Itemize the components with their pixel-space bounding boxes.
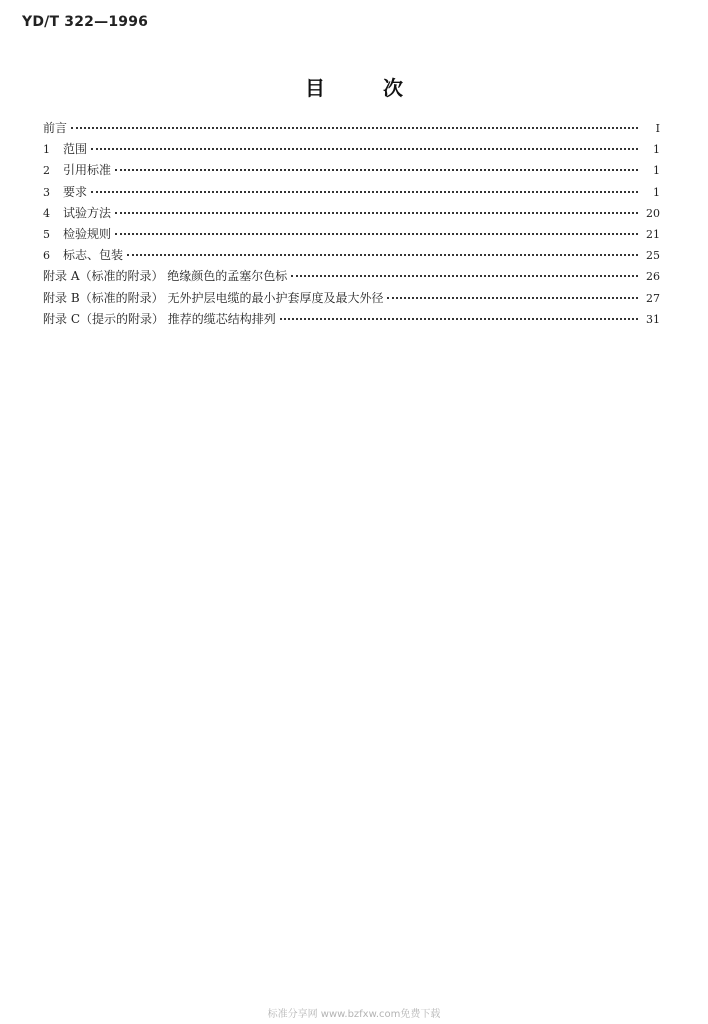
toc-entry-label: 附录 C（提示的附录） 推荐的缆芯结构排列: [43, 311, 276, 326]
toc-entry-page: 31: [646, 312, 660, 326]
toc-entry-label: 引用标准: [63, 163, 112, 178]
toc-leader-dots: [387, 297, 638, 299]
toc-entry-number: 2: [43, 164, 50, 178]
toc-entry-page: 26: [646, 270, 660, 284]
toc-entry-number: 5: [43, 227, 50, 241]
toc-entry-label: 附录 A（标准的附录） 绝缘颜色的孟塞尔色标: [43, 269, 288, 284]
toc-entry-test-methods[interactable]: [43, 203, 660, 224]
toc-entry-number: 3: [43, 185, 50, 199]
toc-entry-appendix-a[interactable]: [43, 266, 660, 287]
table-of-contents: [43, 118, 660, 330]
toc-entry-label: 范围: [63, 142, 88, 157]
toc-entry-label: 试验方法: [63, 205, 112, 220]
toc-leader-dots: [115, 212, 638, 214]
toc-entry-page: 25: [646, 249, 660, 263]
toc-entry-number: 4: [43, 206, 50, 220]
toc-entry-references[interactable]: [43, 160, 660, 181]
toc-entry-page: Ⅰ: [655, 122, 660, 135]
toc-entry-appendix-b[interactable]: [43, 288, 660, 309]
document-code: YD/T 322—1996: [22, 14, 149, 30]
toc-entry-page: 1: [653, 164, 660, 178]
toc-leader-dots: [127, 254, 638, 256]
toc-leader-dots: [291, 275, 638, 277]
toc-entry-appendix-c[interactable]: [43, 309, 660, 330]
toc-entry-marking-packaging[interactable]: [43, 245, 660, 266]
toc-entry-label: 要求: [63, 184, 88, 199]
toc-leader-dots: [115, 169, 638, 171]
toc-entry-page: 20: [646, 206, 660, 220]
toc-entry-page: 21: [646, 227, 660, 241]
toc-entry-number: 1: [43, 143, 50, 157]
toc-entry-inspection-rules[interactable]: [43, 224, 660, 245]
toc-entry-number: 6: [43, 249, 50, 263]
toc-entry-page: 27: [646, 291, 660, 305]
toc-entry-label: 前言: [43, 121, 68, 135]
page-title: 目次: [305, 76, 461, 100]
toc-entry-page: 1: [653, 185, 660, 199]
toc-entry-label: 标志、包装: [63, 248, 124, 263]
watermark-text: 标准分享网 www.bzfxw.com免费下载: [267, 1009, 441, 1020]
toc-entry-page: 1: [653, 143, 660, 157]
toc-entry-requirements[interactable]: [43, 182, 660, 203]
toc-entry-label: 检验规则: [63, 226, 112, 241]
toc-leader-dots: [91, 191, 638, 193]
toc-leader-dots: [115, 233, 638, 235]
toc-entry-label: 附录 B（标准的附录） 无外护层电缆的最小护套厚度及最大外径: [43, 290, 384, 305]
toc-entry-foreword[interactable]: [43, 118, 660, 139]
toc-leader-dots: [280, 318, 638, 320]
toc-leader-dots: [91, 148, 638, 150]
toc-leader-dots: [71, 127, 638, 129]
toc-entry-scope[interactable]: [43, 139, 660, 160]
